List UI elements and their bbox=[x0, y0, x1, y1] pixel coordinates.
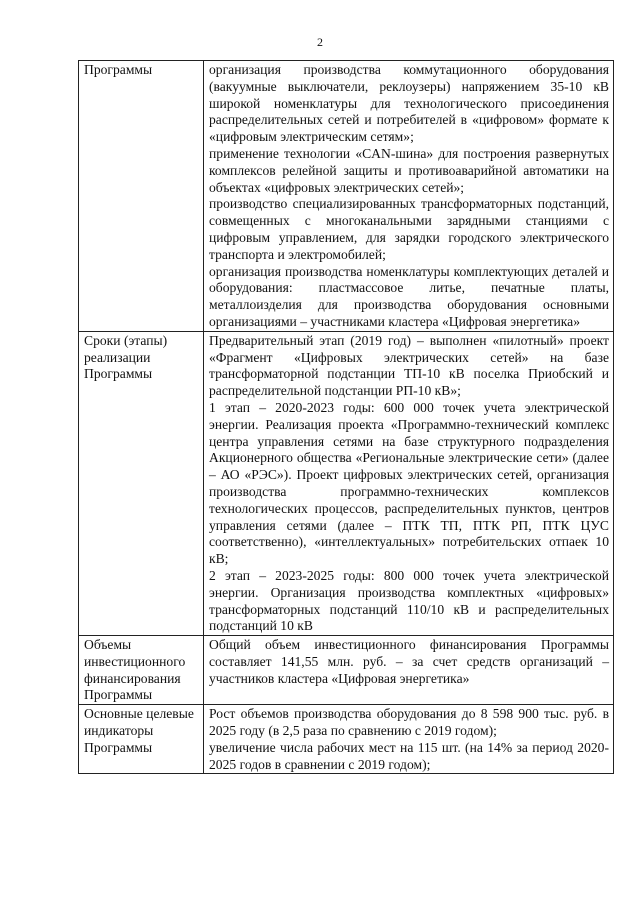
paragraph-can-bus: применение технологии «CAN-шина» для построения развернутых комплексов релейной защиты и противоаварийной автоматики на объектах «цифровых электрических сетей»; bbox=[209, 145, 609, 195]
row-label-timeline: Сроки (этапы) реализации Программы bbox=[79, 331, 204, 635]
paragraph-stage-1: 1 этап – 2020-2023 годы: 600 000 точек учета электрической энергии. Реализация проекта «Программно-технический комплекс центра управления сетями на базе структурного подразделения Акционерного общества «Региональные электрические сети» (далее – АО «РЭС»). Проект цифровых электрических сетей, организация производства программно-технических комплексов технологических процессов, распределительных пунктов, центров управления сетями (далее – ПТК ТП, ПТК РП, ПТК ЦУС соответственно), «интеллектуальных» потребительских отпаек 10 кВ; bbox=[209, 399, 609, 567]
paragraph-stage-2: 2 этап – 2023-2025 годы: 800 000 точек учета электрической энергии. Организация производства комплектных «цифровых» трансформаторных подстанций 110/10 кВ и распределительных подстанций 10 кВ bbox=[209, 567, 609, 634]
row-content-financing bbox=[204, 636, 614, 705]
paragraph-transformer-substations: производство специализированных трансформаторных подстанций, совмещенных с многоканальными зарядными станциями с цифровым управлением, для зарядки городского электрического транспорта и электромобилей; bbox=[209, 196, 609, 262]
table-row-timeline bbox=[79, 331, 614, 635]
paragraph-switching-equipment: организация производства коммутационного оборудования (вакуумные выключатели, реклоузеры) напряжением 35-10 кВ широкой номенклатуры для технологического присоединения распределительных сетей и потребителей в «цифровом» формате к «цифровым электрическим сетям»; bbox=[209, 62, 609, 145]
paragraph-jobs-growth: увеличение числа рабочих мест на 115 шт. (на 14% за период 2020-2025 годов в сравнении с 2019 годом); bbox=[209, 739, 609, 772]
paragraph-production-growth: Рост объемов производства оборудования до 8 598 900 тыс. руб. в 2025 году (в 2,5 раза по сравнению с 2019 годом); bbox=[209, 706, 609, 739]
row-label-indicators: Основные целевые индикаторы Программы bbox=[79, 705, 204, 774]
program-passport-table bbox=[78, 60, 614, 774]
table-row-indicators bbox=[79, 705, 614, 774]
row-content-timeline bbox=[204, 331, 614, 635]
page-number: 2 bbox=[317, 35, 323, 49]
paragraph-preliminary-stage: Предварительный этап (2019 год) – выполнен «пилотный» проект «Фрагмент «Цифровых электрических сетей» на базе трансформаторной подстанции ТП-10 кВ поселка Приобский и распределительной подстанции РП-10 кВ»; bbox=[209, 332, 609, 399]
paragraph-components-production: организация производства номенклатуры комплектующих деталей и оборудования: пластмассовое литье, печатные платы, металлоизделия для производства оборудования основными организациями – участниками кластера «Цифровая энергетика» bbox=[209, 263, 609, 329]
table-row-financing bbox=[79, 636, 614, 705]
table-row-program-directions bbox=[79, 61, 614, 332]
row-content-program bbox=[204, 61, 614, 332]
row-label-program: Программы bbox=[79, 61, 204, 332]
paragraph-financing-total: Общий объем инвестиционного финансирования Программы составляет 141,55 млн. руб. – за счет средств организаций – участников кластера «Цифровая энергетика» bbox=[209, 637, 609, 686]
row-label-financing: Объемы инвестиционного финансирования Программы bbox=[79, 636, 204, 705]
row-content-indicators bbox=[204, 705, 614, 774]
